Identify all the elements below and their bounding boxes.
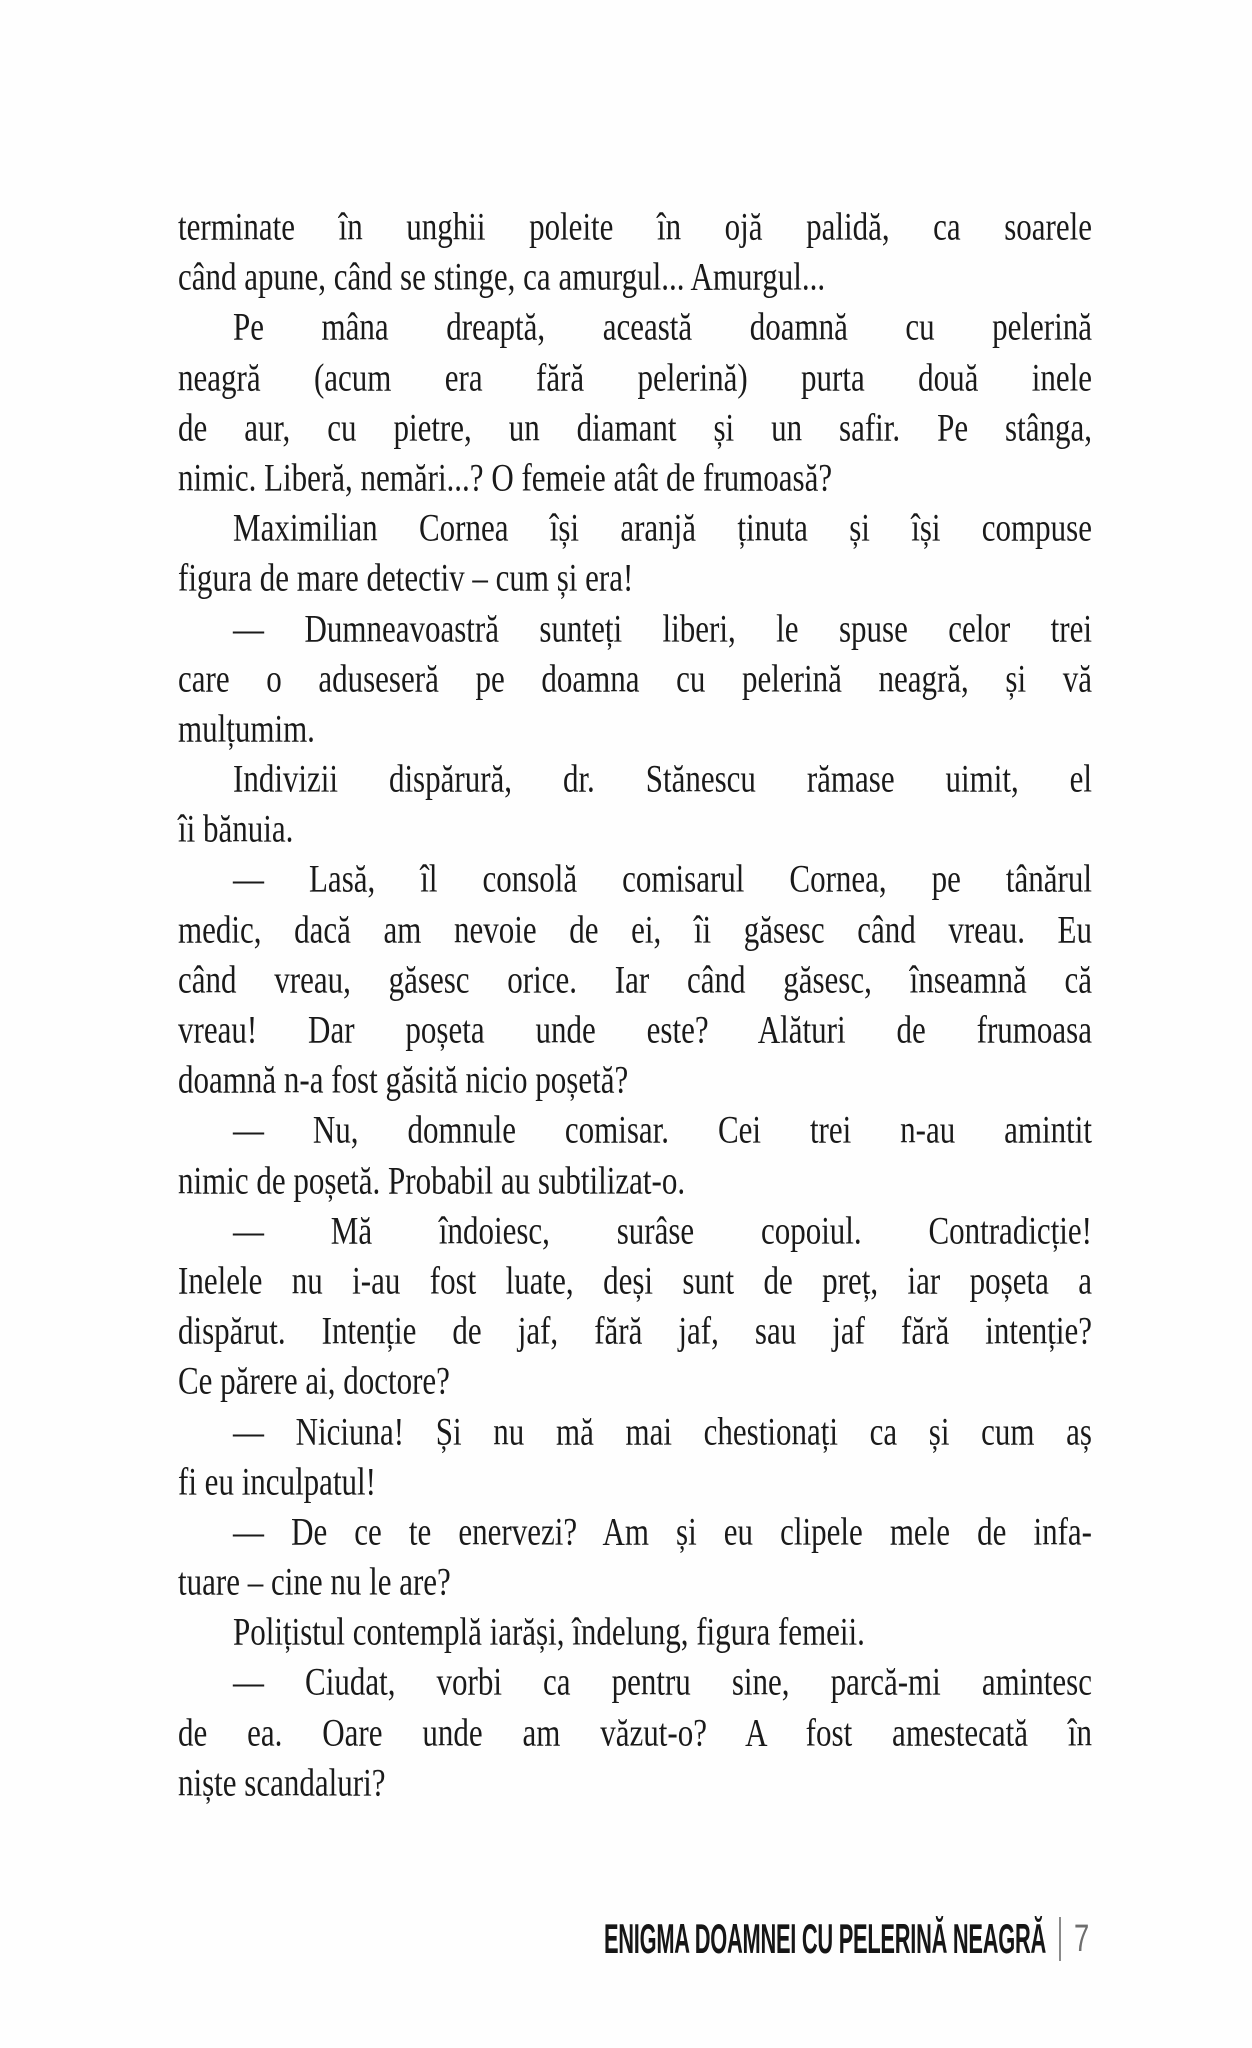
text-line-content: când vreau, găsesc orice. Iar când găsesc, înseamnă că: [178, 956, 1092, 1002]
text-line: [178, 604, 1092, 654]
text-line-content: vreau! Dar poșeta unde este? Alături de frumoasa: [178, 1007, 1092, 1052]
text-line: [178, 1657, 1092, 1707]
text-line: [178, 302, 1092, 352]
text-line-content: îi bănuia.: [178, 806, 294, 851]
text-line-content: Pe mâna dreaptă, această doamnă cu pelerină: [233, 304, 1092, 349]
text-line-content: mulțumim.: [178, 705, 315, 751]
text-line-content: figura de mare detectiv – cum și era!: [178, 555, 634, 600]
text-line-content: — Dumneavoastră sunteți liberi, le spuse celor trei: [233, 605, 1092, 651]
text-line-content: tuare – cine nu le are?: [178, 1559, 451, 1604]
text-line-content: — Nu, domnule comisar. Cei trei n-au amintit: [233, 1107, 1092, 1152]
body-text: [178, 202, 1092, 1808]
text-line-content: — De ce te enervezi? Am și eu clipele mele de infa-: [233, 1508, 1092, 1554]
text-line-content: Indivizii dispărură, dr. Stănescu rămase uimit, el: [233, 756, 1092, 801]
text-line: [178, 353, 1092, 403]
text-line-content: — Ciudat, vorbi ca pentru sine, parcă-mi amintesc: [233, 1659, 1092, 1705]
text-line-content: neagră (acum era fără pelerină) purta două inele: [178, 354, 1092, 400]
text-line-content: Inelele nu i-au fost luate, deși sunt de preț, iar poșeta a: [178, 1258, 1092, 1303]
text-line: [178, 1105, 1092, 1155]
text-line-content: — Lasă, îl consolă comisarul Cornea, pe tânărul: [233, 856, 1092, 902]
footer-book-title: ENIGMA DOAMNEI CU PELERINĂ NEAGRĂ: [603, 1915, 1046, 1962]
text-line-content: Ce părere ai, doctore?: [178, 1358, 450, 1403]
text-line-content: de ea. Oare unde am văzut-o? A fost amestecată în: [178, 1709, 1092, 1755]
text-line-content: — Mă îndoiesc, surâse copoiul. Contradicție!: [233, 1207, 1092, 1253]
text-line-content: nimic. Liberă, nemări...? O femeie atât de frumoasă?: [178, 455, 833, 500]
text-line-content: Polițistul contemplă iarăși, îndelung, figura femeii.: [233, 1609, 865, 1654]
text-line-content: Maximilian Cornea își aranjă ținuta și își compuse: [233, 505, 1092, 550]
text-line: [178, 1758, 1092, 1808]
text-line: [178, 553, 1092, 603]
text-line: [178, 854, 1092, 904]
footer-separator: [1059, 1917, 1061, 1961]
text-line-content: fi eu inculpatul!: [178, 1458, 376, 1504]
text-line-content: nimic de poșetă. Probabil au subtilizat-o.: [178, 1157, 686, 1203]
text-line: [178, 1407, 1092, 1457]
text-line-content: medic, dacă am nevoie de ei, îi găsesc când vreau. Eu: [178, 906, 1092, 952]
text-line-content: când apune, când se stinge, ca amurgul... Amurgul...: [178, 254, 826, 299]
text-line: [178, 1156, 1092, 1206]
text-line-content: doamnă n-a fost găsită nicio poșetă?: [178, 1057, 629, 1102]
text-line-content: — Niciuna! Și nu mă mai chestionați ca și cum aș: [233, 1408, 1092, 1454]
text-line-content: terminate în unghii poleite în ojă palidă, ca soarele: [178, 204, 1092, 249]
text-line-content: de aur, cu pietre, un diamant și un safir. Pe stânga,: [178, 404, 1092, 450]
text-line-content: niște scandaluri?: [178, 1759, 386, 1805]
footer-page-number: 7: [1073, 1917, 1090, 1960]
page-footer: [196, 1916, 1095, 1962]
text-line-content: care o aduseseră pe doamna cu pelerină neagră, și vă: [178, 655, 1092, 701]
text-line-content: dispărut. Intenție de jaf, fără jaf, sau jaf fără intenție?: [178, 1308, 1092, 1353]
text-line: [178, 1356, 1092, 1406]
